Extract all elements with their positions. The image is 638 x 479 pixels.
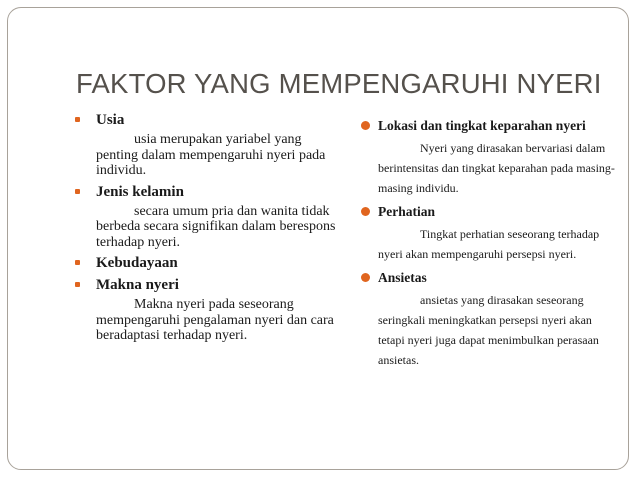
bullet-description	[74, 132, 339, 179]
square-bullet-icon	[75, 117, 80, 122]
bullet-heading	[74, 254, 339, 272]
square-bullet-icon	[75, 282, 80, 287]
left-column	[74, 111, 339, 348]
bullet-heading	[360, 268, 618, 288]
circle-bullet-icon	[361, 273, 370, 282]
bullet-description-text: secara umum pria dan wanita tidak berbeda secara signifikan dalam berespons terhadap nyeri.	[96, 203, 336, 250]
slide-title: FAKTOR YANG MEMPENGARUHI NYERI	[76, 68, 602, 99]
bullet-heading-text: Perhatian	[378, 204, 435, 219]
square-bullet-icon	[75, 189, 80, 194]
bullet-description	[360, 290, 618, 370]
bullet-description	[360, 138, 618, 198]
bullet-heading	[360, 116, 618, 136]
square-bullet-icon	[75, 260, 80, 265]
bullet-description	[360, 224, 618, 264]
circle-bullet-icon	[361, 207, 370, 216]
circle-bullet-icon	[361, 121, 370, 130]
bullet-heading-text: Usia	[96, 112, 125, 128]
bullet-heading-text: Kebudayaan	[96, 255, 178, 271]
bullet-description-text: Tingkat perhatian seseorang terhadap nyeri akan mempengaruhi persepsi nyeri.	[378, 227, 600, 261]
bullet-heading	[74, 276, 339, 294]
bullet-heading-text: Lokasi dan tingkat keparahan nyeri	[378, 118, 586, 133]
bullet-description	[74, 297, 339, 344]
bullet-description-text: Nyeri yang dirasakan bervariasi dalam berintensitas dan tingkat keparahan pada masing-masing individu.	[378, 141, 615, 195]
bullet-heading	[360, 202, 618, 222]
bullet-heading-text: Ansietas	[378, 270, 427, 285]
bullet-description-text: ansietas yang dirasakan seseorang seringkali meningkatkan persepsi nyeri akan tetapi nyeri juga dapat menimbulkan perasaan ansietas.	[378, 293, 599, 367]
bullet-heading	[74, 111, 339, 129]
bullet-heading	[74, 183, 339, 201]
bullet-description-text: usia merupakan yariabel yang penting dalam mempengaruhi nyeri pada individu.	[96, 132, 326, 178]
bullet-heading-text: Jenis kelamin	[96, 183, 184, 200]
bullet-description-text: Makna nyeri pada seseorang mempengaruhi pengalaman nyeri dan cara beradaptasi terhadap nyeri.	[96, 297, 334, 343]
bullet-description	[74, 204, 339, 251]
slide	[7, 7, 629, 470]
bullet-heading-text: Makna nyeri	[96, 277, 179, 293]
right-column	[360, 116, 618, 374]
